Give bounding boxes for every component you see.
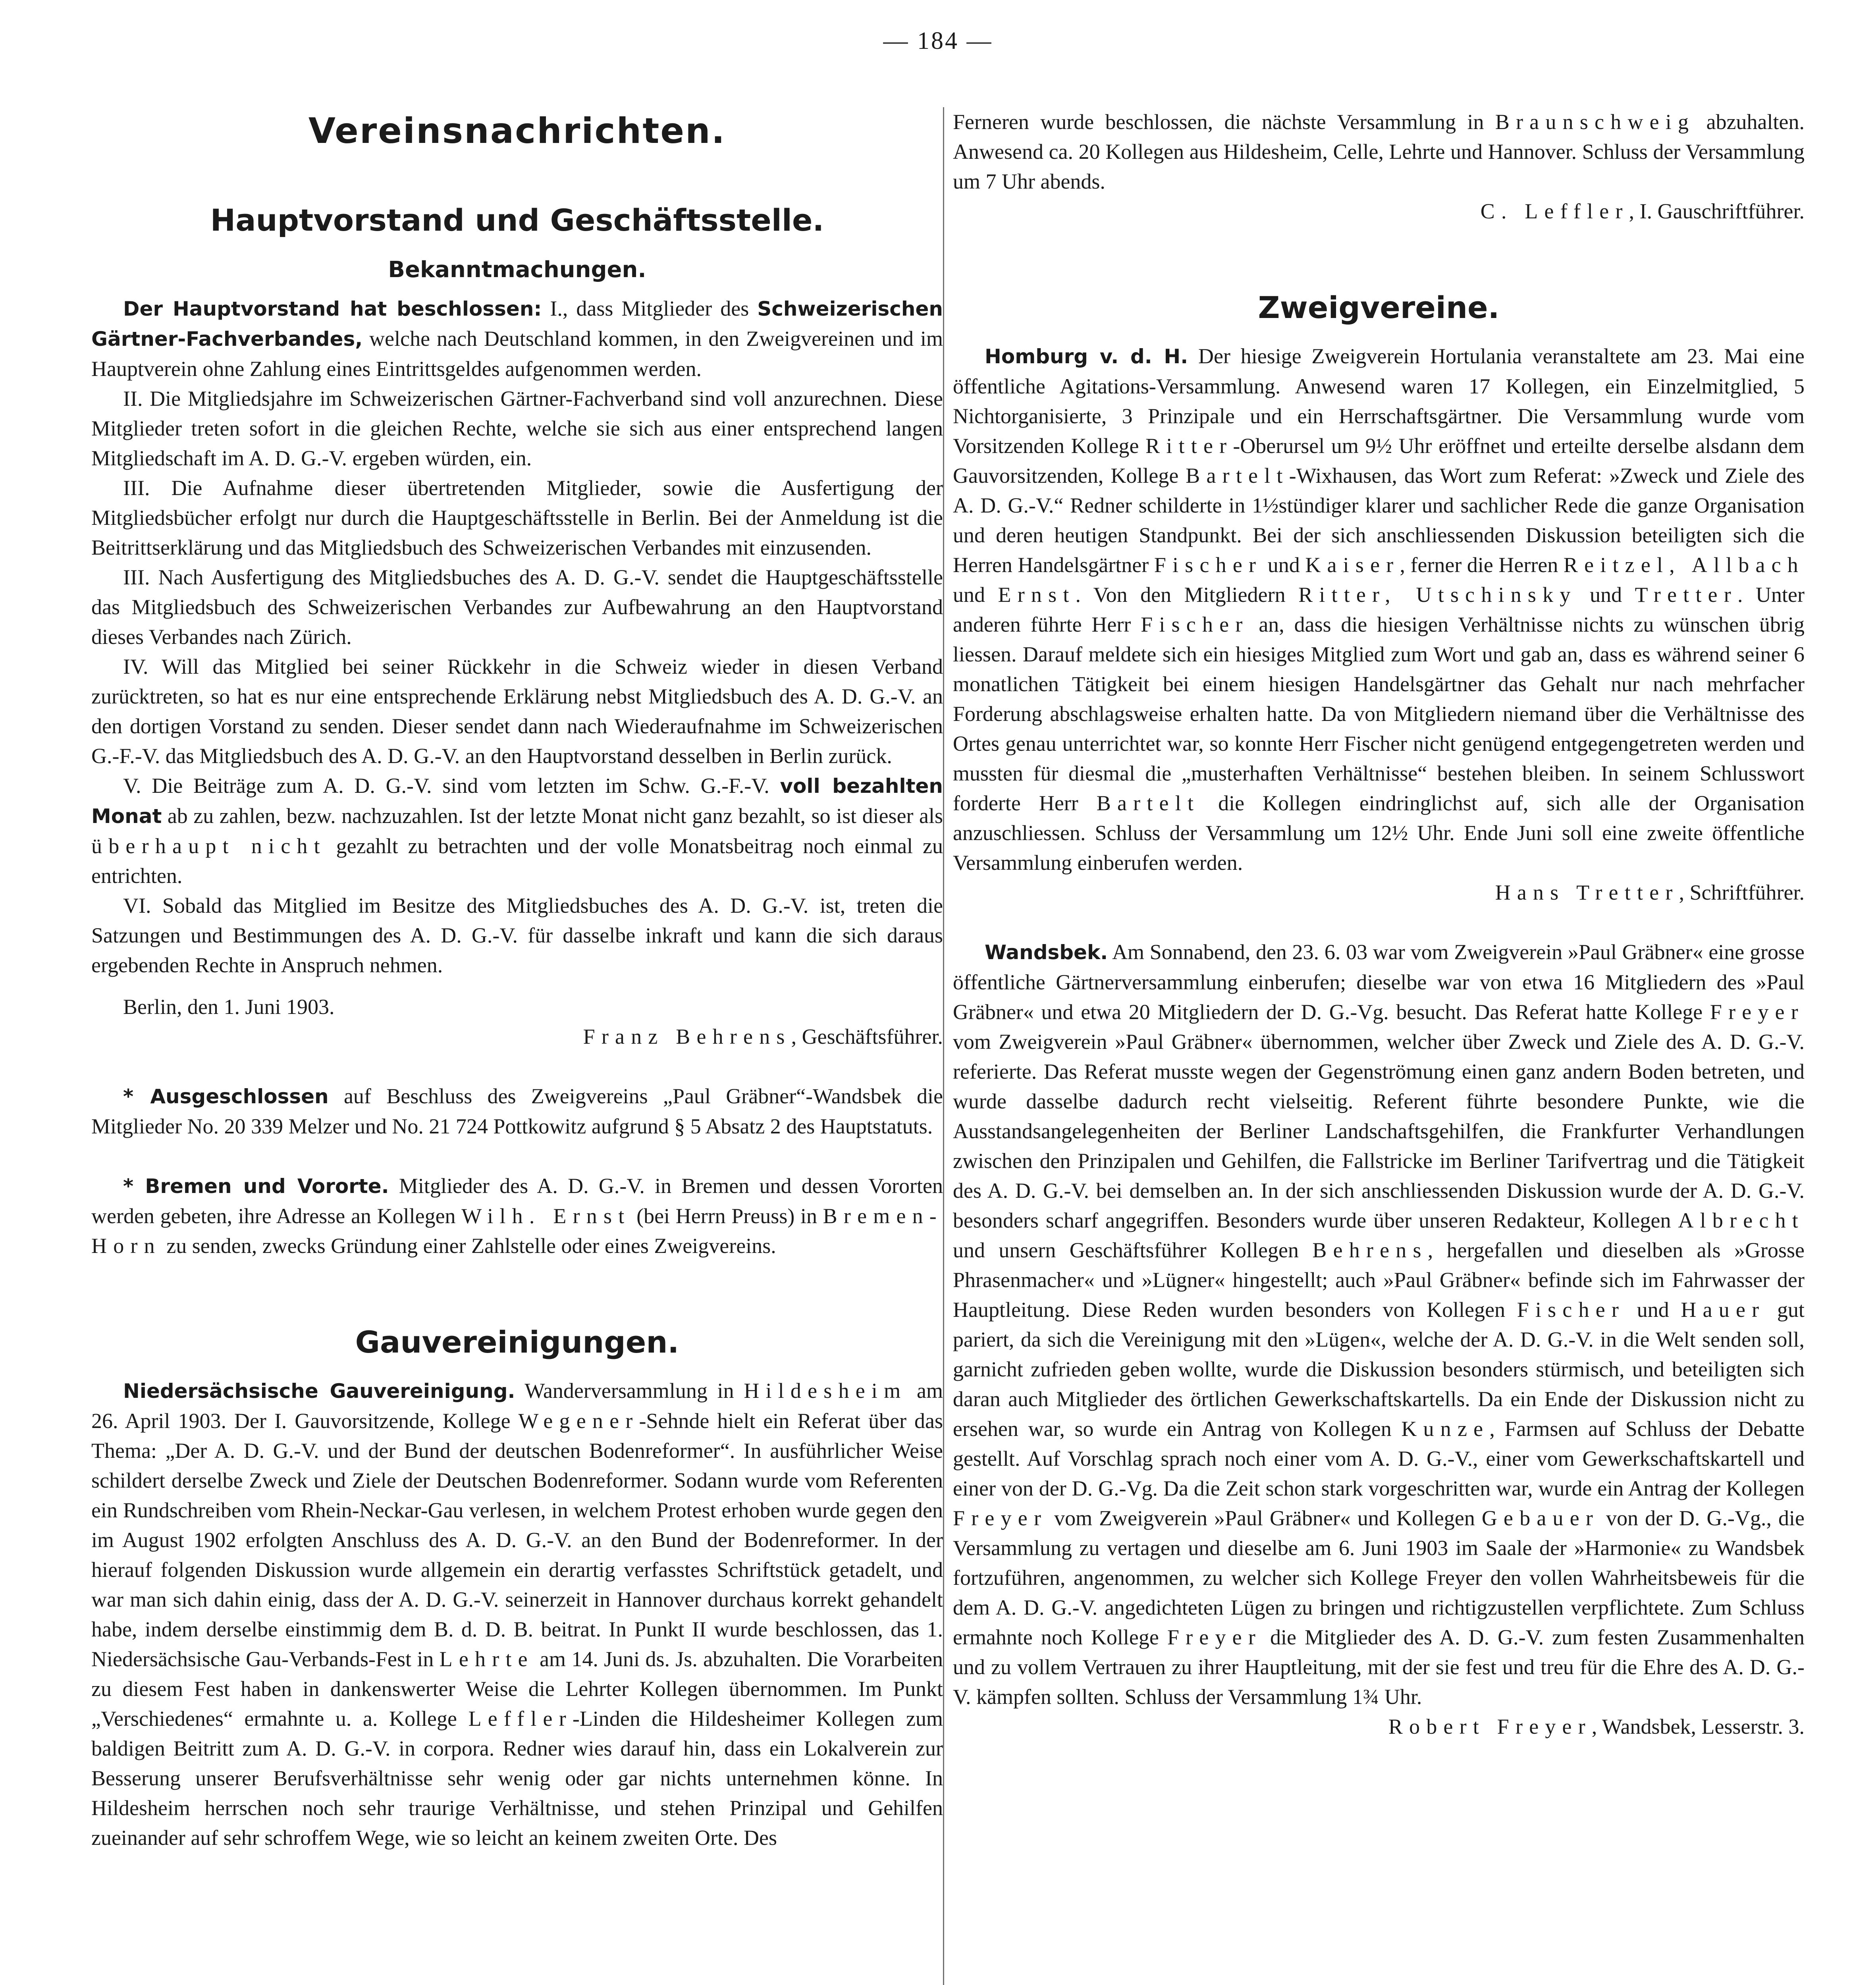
text-span: zu senden, zwecks Gründung einer Zahlstelle oder eines Zweigvereins.	[161, 1234, 776, 1258]
lead-bremen: * Bremen und Vororte.	[123, 1175, 389, 1198]
report-wandsbek	[953, 937, 1805, 1712]
text-span: Wanderversammlung in	[515, 1379, 744, 1403]
signature-name: Robert Freyer	[1388, 1715, 1592, 1738]
right-column	[953, 107, 1805, 1985]
text-span: und	[1262, 553, 1305, 577]
paragraph-iv: IV. Will das Mitglied bei seiner Rückkehr in die Schweiz wieder in diesen Verband zurücktreten, so hat es nur eine entsprechende Erklärung nebst Mitgliedsbuch des A. D. G.-V. an den dortigen Vorstand zu senden. Dieser sendet dann nach Wiederaufnahme im Schweizerischen G.-F.-V. das Mitgliedsbuch des A. D. G.-V. an den Hauptvorstand desselben in Berlin zurück.	[91, 655, 943, 768]
text-span: an, dass die hiesigen Verhältnisse nichts zu wünschen übrig liessen. Darauf meldete sich ein hiesiges Mitglied zum Wort und gab an, dass es während seiner 6 monatlichen Tätigkeit bei einem hiesigen Handelsgärtner das Gehalt nur nach mehrfacher Forderung abschlagsweise erhalten hatte. Da von Mitgliedern niemand über die Verhältnisse des Ortes genau unterrichtet war, so konnte Herr Fischer nicht genügend entgegengetreten werden und mussten für diesmal die „musterhaften Verhältnisse“ bestehen bleiben. In seinem Schlusswort forderte Herr	[953, 613, 1805, 815]
spaced-name: Ritter, Utschinsky	[1298, 583, 1577, 607]
left-column	[91, 107, 943, 1985]
spaced-name: Ernst	[998, 583, 1076, 607]
heading-gauvereinigungen: Gauvereinigungen.	[355, 1324, 679, 1360]
spaced-ueberhaupt-nicht: überhaupt nicht	[91, 834, 326, 858]
text-span: und	[1625, 1298, 1681, 1322]
report-homburg	[953, 341, 1805, 878]
text-span: -Oberursel um 9½ Uhr eröffnet und erteilte derselbe alsdann dem Gauvorsitzenden, Kollege	[953, 434, 1805, 488]
spaced-name: Kunze	[1401, 1417, 1490, 1441]
text-span: von der D. G.-Vg., die Versammlung zu vertagen und dieselbe am 6. Juni 1903 im Saale der »Harmonie« zu Wandsbek fortzuführen, angenommen, zu welcher sich Kollege Freyer den vollen Wahrheitsbeweis für die dem A. D. G.-V. angedichteten Lügen zu bringen und richtigzustellen verpflichtete. Zum Schluss ermahnte noch Kollege	[953, 1506, 1805, 1649]
text-span: . Von den Mitgliedern	[1075, 583, 1299, 607]
text-span: -Wixhausen, das Wort zum Referat: »Zweck und Ziele des A. D. G.-V.“ Redner schilderte in 1½stündiger klarer und sachlicher Rede die ganze Organisation und deren heutigen Standpunkt. Bei der sich anschliessenden Diskussion beteiligten sich die Herren Handelsgärtner	[953, 464, 1805, 577]
signature-tretter	[953, 878, 1805, 908]
page-number: — 184 —	[883, 27, 993, 54]
spaced-name: Ritter	[1145, 434, 1233, 458]
section-title-vereinsnachrichten: Vereinsnachrichten.	[308, 110, 726, 151]
column-rule	[943, 107, 944, 1985]
spaced-name: Behrens	[1312, 1238, 1428, 1262]
spaced-name: Albrecht	[1678, 1208, 1805, 1232]
text-span: . Unter anderen führte Herr	[953, 583, 1805, 636]
spaced-name: Fischer	[1141, 613, 1249, 636]
notice-bremen	[91, 1171, 943, 1261]
spaced-name: Gebauer	[1481, 1506, 1600, 1530]
spaced-place: Bremen-Horn	[91, 1204, 943, 1258]
text-span: am 14. Juni ds. Js. abzuhalten. Die Vorarbeiten zu diesem Fest haben in dankenswerter Weise die Lehrter Kollegen übernommen. Im Punkt „Verschiedenes“ ermahnte u. a. Kollege	[91, 1647, 943, 1731]
text-span: -Sehnde hielt ein Referat über das Thema: „Der A. D. G.-V. und der Bund der deutschen Bodenreformer“. In ausführlicher Weise schildert derselbe Zweck und Ziele der Deutschen Bodenreformer. Sodann wurde vom Referenten ein Rundschreiben vom Rhein-Neckar-Gau verlesen, in welchem Protest erhoben wurde gegen den im August 1902 erfolgten Anschluss des A. D. G.-V. an den Bund der Bodenreformer. In der hierauf folgenden Diskussion wurde allgemein ein derartig verfasstes Schriftstück getadelt, und war man sich dahin einig, dass der A. D. G.-V. seinerzeit in Hannover durchaus korrekt gehandelt habe, indem derselbe einstimmig dem B. d. D. B. beitrat. In Punkt II wurde beschlossen, das 1. Niedersächsische Gau-Verbands-Fest in	[91, 1409, 943, 1671]
spaced-name: Wilh. Ernst	[461, 1204, 631, 1228]
text-span: ab zu zahlen, bezw. nachzuzahlen. Ist der letzte Monat nicht ganz bezahlt, so ist dieser als	[162, 804, 943, 828]
signature-name: Hans Tretter	[1495, 881, 1679, 904]
text-span: und	[1577, 583, 1635, 607]
report-niedersachsen	[91, 1376, 943, 1853]
lead-homburg: Homburg v. d. H.	[985, 345, 1188, 368]
text-span: V. Die Beiträge zum A. D. G.-V. sind vom letzten im Schw. G.-F.-V.	[123, 774, 780, 798]
text-span: I., dass Mitglieder des	[542, 297, 758, 320]
signature-role: , Wandsbek, Lesserstr. 3.	[1591, 1715, 1805, 1738]
signature-freyer	[953, 1712, 1805, 1742]
text-span: Ferneren wurde beschlossen, die nächste Versammlung in	[953, 110, 1495, 134]
paragraph-beschluss-i	[91, 294, 943, 384]
text-span: auf Beschluss des Zweigvereins „Paul Gräbner“-Wandsbek die Mitglieder No. 20 339 Melzer und No. 21 724 Pottkowitz aufgrund § 5 Absatz 2 des Hauptstatuts.	[91, 1084, 943, 1138]
spaced-name: Bartelt	[1186, 464, 1289, 488]
signature-role: , I. Gauschriftführer.	[1629, 199, 1805, 223]
text-span: und	[953, 583, 998, 607]
bold-schweizerischer-verband: Schweizerischen Gärtner-Fachverbandes,	[91, 297, 943, 351]
text-span: , ferner die Herren	[1400, 553, 1564, 577]
spaced-name: Hauer	[1681, 1298, 1766, 1322]
text-span: vom Zweigverein »Paul Gräbner« übernommen, welcher über Zweck und Ziele des A. D. G.-V. referierte. Das Referat musste wegen der Gegenströmung einen ganz andern Boden betreten, und wurde dasselbe dadurch recht vielseitig. Referent führte besondere Punkte, wie die Ausstandsangelegenheiten der Berliner Landschaftsgehilfen, die Frankfurter Verhandlungen zwischen den Prinzipalen und Gehilfen, die Fallstricke im Berliner Tarifvertrag und die Tätigkeit des A. D. G.-V. bei demselben an. In der sich anschliessenden Diskussion wurde der A. D. G.-V. besonders scharf angegriffen. Besonders wurde über unseren Redakteur, Kollegen	[953, 1030, 1805, 1232]
paragraph-v	[91, 771, 943, 891]
paragraph-iii: III. Die Aufnahme dieser übertretenden Mitglieder, sowie die Ausfertigung der Mitgliedsbücher erfolgt nur durch die Hauptgeschäftsstelle in Berlin. Bei der Anmeldung ist die Beitrittserklärung und das Mitgliedsbuch des Schweizerischen Verbandes mit einzusenden.	[91, 476, 943, 559]
spaced-name: Kaiser	[1305, 553, 1400, 577]
spaced-name: Bartelt	[1096, 791, 1200, 815]
text-span: -Linden die Hildesheimer Kollegen zum baldigen Beitritt zum A. D. G.-V. in corpora. Redner wies darauf hin, dass ein Lokalverein zur Besserung unserer Berufsverhältnisse sehr wenig oder gar nichts unternehmen könne. In Hildesheim herrschen noch sehr traurige Verhältnisse, und stehen Prinzipal und Gehilfen zueinander auf sehr schroffem Wege, wie so leicht an keinem zweiten Orte. Des	[91, 1707, 943, 1850]
paragraph-iii-b: III. Nach Ausfertigung des Mitgliedsbuches des A. D. G.-V. sendet die Hauptgeschäftsstelle das Mitgliedsbuch des Schweizerischen Verbandes zur Aufbewahrung an den Hauptvorstand dieses Verbandes nach Zürich.	[91, 565, 943, 649]
notice-ausgeschlossen	[91, 1081, 943, 1141]
spaced-name: Freyer	[1167, 1625, 1262, 1649]
spaced-name: Tretter	[1635, 583, 1738, 607]
spaced-place: Lehrte	[439, 1647, 534, 1671]
lead-ausgeschlossen: * Ausgeschlossen	[123, 1085, 329, 1108]
spaced-name: Leffler	[468, 1707, 573, 1731]
spaced-name: Reitzel, Allbach	[1563, 553, 1805, 577]
text-span: Am Sonnabend, den 23. 6. 03 war vom Zweigverein »Paul Gräbner« eine grosse öffentliche Gärtnerversammlung einberufen; dieselbe war von etwa 16 Mitgliedern des »Paul Gräbner« und etwa 20 Mitgliedern der D. G.-Vg. besucht. Das Referat hatte Kollege	[953, 940, 1805, 1024]
spaced-name: Wegener	[518, 1409, 639, 1433]
spaced-name: Freyer	[953, 1506, 1048, 1530]
spaced-name: Freyer	[1710, 1000, 1805, 1024]
signature-role: , Geschäftsführer.	[791, 1025, 943, 1048]
report-niedersachsen-continued	[953, 107, 1805, 197]
heading-hauptvorstand: Hauptvorstand und Geschäftsstelle.	[210, 202, 824, 238]
lead-wandsbek: Wandsbek.	[985, 941, 1108, 964]
text-span: (bei Herrn Preuss) in	[630, 1204, 823, 1228]
signature-role: , Schriftführer.	[1679, 881, 1805, 904]
text-span: gezahlt zu betrachten und der volle Monatsbeitrag noch einmal zu entrichten.	[91, 834, 943, 888]
signature-name: Franz Behrens	[583, 1025, 791, 1048]
text-span: die Mitglieder des A. D. G.-V. zum festen Zusammenhalten und zu vollem Vertrauen zu ihrer Hauptleitung, mit der sie fest und treu für die Ehre des A. D. G.-V. kämpfen sollten. Schluss der Versammlung 1¾ Uhr.	[953, 1625, 1805, 1709]
text-span: am 26. April 1903. Der I. Gauvorsitzende, Kollege	[91, 1379, 943, 1433]
signature-behrens	[91, 1022, 943, 1052]
spaced-place: Hildesheim	[744, 1379, 907, 1403]
heading-bekanntmachungen: Bekanntmachungen.	[388, 257, 646, 283]
spaced-name: Fischer	[1517, 1298, 1625, 1322]
lead-niedersaechsische-gauvereinigung: Niedersächsische Gauvereinigung.	[123, 1380, 515, 1403]
text-span: abzuhalten. Anwesend ca. 20 Kollegen aus Hildesheim, Celle, Lehrte und Hannover. Schluss der Versammlung um 7 Uhr abends.	[953, 110, 1805, 193]
lead-hauptvorstand-beschlossen: Der Hauptvorstand hat beschlossen:	[123, 297, 542, 320]
signature-leffler	[953, 197, 1805, 226]
spaced-name: Fischer	[1154, 553, 1263, 577]
spaced-place: Braunschweig	[1495, 110, 1695, 134]
text-span: vom Zweigverein »Paul Gräbner« und Kollegen	[1047, 1506, 1482, 1530]
text-span: gut pariert, da sich die Vereinigung mit den »Lügen«, welche der A. D. G.-V. in die Welt senden soll, garnicht zufrieden geben wollte, wurde die Diskussion besonders stürmisch, und beteiligten sich daran auch Mitglieder des örtlichen Gewerkschaftskartells. Da ein Ende der Diskussion nicht zu ersehen war, so wurde ein Antrag von Kollegen	[953, 1298, 1805, 1441]
signature-name: C. Leffler	[1480, 199, 1629, 223]
heading-zweigvereine: Zweigvereine.	[1258, 290, 1500, 325]
text-span: Mitglieder des A. D. G.-V. in Bremen und dessen Vororten werden gebeten, ihre Adresse an Kollegen	[91, 1174, 943, 1228]
paragraph-vi: VI. Sobald das Mitglied im Besitze des Mitgliedsbuches des A. D. G.-V. ist, treten die Satzungen und Bestimmungen des A. D. G.-V. für dasselbe inkraft und kann die sich daraus ergebenden Rechte in Anspruch nehmen.	[91, 894, 943, 977]
text-span: , Farmsen auf Schluss der Debatte gestellt. Auf Vorschlag sprach noch einer vom A. D. G.-V., einer vom Gewerkschaftskartell und einer von der D. G.-Vg. Da die Zeit schon stark vorgeschritten war, wurde ein Antrag der Kollegen	[953, 1417, 1805, 1500]
text-span: , hergefallen und dieselben als »Grosse Phrasenmacher« und »Lügner« hingestellt; auch »Paul Gräbner« befinde sich im Fahrwasser der Hauptleitung. Diese Reden wurden besonders von Kollegen	[953, 1238, 1805, 1322]
text-span: welche nach Deutschland kommen, in den Zweigvereinen und im Hauptverein ohne Zahlung eines Eintrittsgeldes aufgenommen werden.	[91, 327, 943, 381]
bold-voll-bezahlten-monat: voll bezahlten Monat	[91, 775, 943, 828]
text-span: und unsern Geschäftsführer Kollegen	[953, 1238, 1313, 1262]
text-span: die Kollegen eindringlichst auf, sich alle der Organisation anzuschliessen. Schluss der Versammlung um 12½ Uhr. Ende Juni soll eine zweite öffentliche Versammlung einberufen werden.	[953, 791, 1805, 875]
paragraph-ii: II. Die Mitgliedsjahre im Schweizerischen Gärtner-Fachverband sind voll anzurechnen. Diese Mitglieder treten sofort in die gleichen Rechte, welche sie sich aus einer entsprechend langen Mitgliedschaft im A. D. G.-V. ergeben würden, ein.	[91, 387, 943, 470]
dateline: Berlin, den 1. Juni 1903.	[123, 995, 335, 1019]
text-span: Der hiesige Zweigverein Hortulania veranstaltete am 23. Mai eine öffentliche Agitations-Versammlung. Anwesend waren 17 Kollegen, ein Einzelmitglied, 5 Nichtorganisierte, 3 Prinzipale und ein Herrschaftsgärtner. Die Versammlung wurde vom Vorsitzenden Kollege	[953, 344, 1805, 458]
